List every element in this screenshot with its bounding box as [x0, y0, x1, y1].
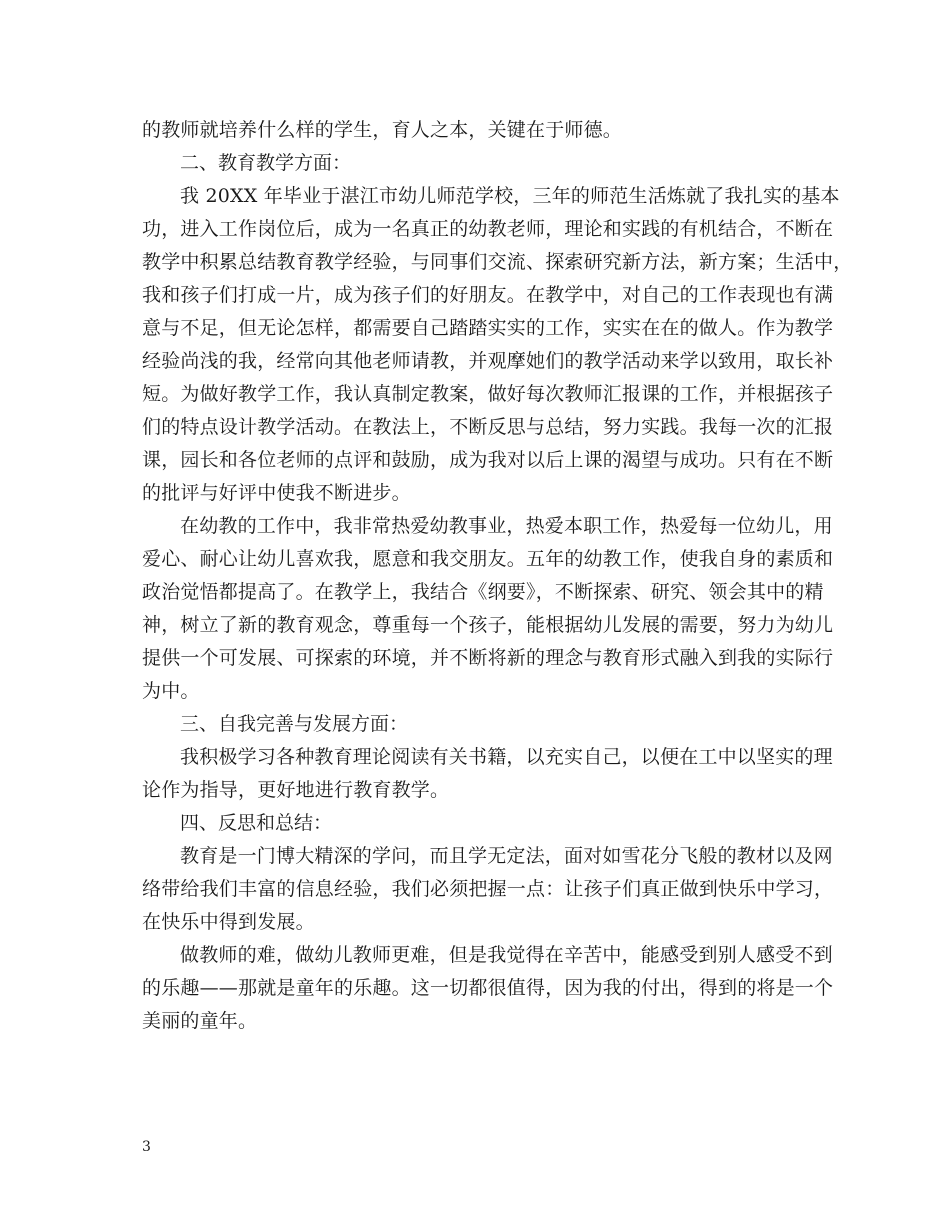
text-line: 的乐趣——那就是童年的乐趣。这一切都很值得，因为我的付出，得到的将是一个: [142, 977, 834, 999]
text-line: 络带给我们丰富的信息经验，我们必须把握一点：让孩子们真正做到快乐中学习，: [142, 878, 834, 900]
text-line: 意与不足，但无论怎样，都需要自己踏踏实实的工作，实实在在的做人。作为教学: [142, 317, 834, 339]
paragraph-intro-continuation: [142, 114, 822, 147]
text-line: 我积极学习各种教育理论阅读有关书籍，以充实自己，以便在工中以坚实的理: [180, 746, 833, 768]
text-line: 为中。: [142, 680, 200, 702]
text-line: 论作为指导，更好地进行教育教学。: [142, 779, 450, 801]
paragraph-love-of-work: [142, 510, 834, 708]
text-line: 教育是一门博大精深的学问，而且学无定法，面对如雪花分飞般的教材以及网: [180, 845, 833, 867]
text-line: 我和孩子们打成一片，成为孩子们的好朋友。在教学中，对自己的工作表现也有满: [142, 284, 834, 306]
text-line: 的批评与好评中使我不断进步。: [142, 482, 411, 504]
text-line: 经验尚浅的我，经常向其他老师请教，并观摩她们的教学活动来学以致用，取长补: [142, 350, 834, 372]
paragraph-conclusion: [142, 939, 834, 1038]
paragraph-education-reflection: [142, 840, 834, 939]
text-line: 提供一个可发展、可探索的环境，并不断将新的理念与教育形式融入到我的实际行: [142, 647, 834, 669]
text-line: 美丽的童年。: [142, 1010, 258, 1032]
page-number: 3: [142, 1139, 151, 1155]
text-line: 们的特点设计教学活动。在教法上，不断反思与总结，努力实践。我每一次的汇报: [142, 416, 834, 438]
heading-teaching: 二、教育教学方面：: [180, 152, 352, 174]
heading-reflection: 四、反思和总结：: [180, 812, 333, 834]
text-line: 教学中积累总结教育教学经验，与同事们交流、探索研究新方法，新方案；生活中，: [142, 251, 853, 273]
text-line: 课，园长和各位老师的点评和鼓励，成为我对以后上课的渴望与成功。只有在不断: [142, 449, 834, 471]
text-line: 爱心、耐心让幼儿喜欢我，愿意和我交朋友。五年的幼教工作，使我自身的素质和: [142, 548, 834, 570]
text-line: 政治觉悟都提高了。在教学上，我结合《纲要》，不断探索、研究、领会其中的精: [142, 581, 824, 603]
text-line: 我 20XX 年毕业于湛江市幼儿师范学校，三年的师范生活炼就了我扎实的基本: [180, 185, 840, 207]
text-line: 做教师的难，做幼儿教师更难，但是我觉得在辛苦中，能感受到别人感受不到: [180, 944, 833, 966]
text-line: 的教师就培养什么样的学生，育人之本，关键在于师德。: [142, 119, 623, 141]
document-body: [142, 114, 853, 1038]
text-line: 神，树立了新的教育观念，尊重每一个孩子，能根据幼儿发展的需要，努力为幼儿: [142, 614, 834, 636]
paragraph-self-study: [142, 741, 833, 807]
text-line: 短。为做好教学工作，我认真制定教案，做好每次教师汇报课的工作，并根据孩子: [142, 383, 834, 405]
heading-self-improvement: 三、自我完善与发展方面：: [180, 713, 409, 735]
paragraph-teaching-experience: [142, 180, 853, 510]
text-line: 在幼教的工作中，我非常热爱幼教事业，热爱本职工作，热爱每一位幼儿，用: [180, 515, 833, 537]
text-line: 在快乐中得到发展。: [142, 911, 315, 933]
text-line: 功，进入工作岗位后，成为一名真正的幼教老师，理论和实践的有机结合，不断在: [142, 218, 834, 240]
